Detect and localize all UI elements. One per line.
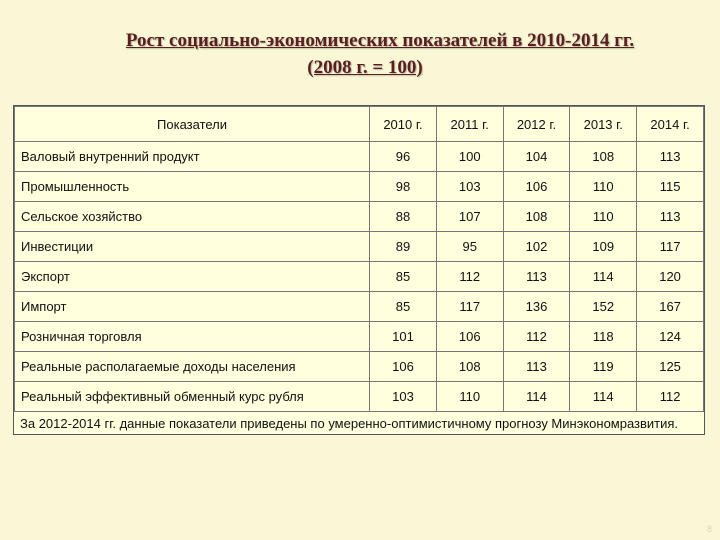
table-row [15,292,704,322]
cell-value: 119 [570,352,637,382]
cell-value: 113 [503,352,570,382]
cell-value: 136 [503,292,570,322]
cell-value: 98 [370,172,437,202]
cell-value: 112 [436,262,503,292]
table-row [15,322,704,352]
cell-value: 114 [503,382,570,412]
cell-value: 113 [503,262,570,292]
title-line-1: Рост социально-экономических показателей в 2010-2014 гг. [125,30,635,51]
header-indicators: Показатели [15,107,370,142]
cell-value: 108 [436,352,503,382]
cell-value: 101 [370,322,437,352]
row-label: Реальный эффективный обменный курс рубля [15,382,370,412]
table-row [15,232,704,262]
row-label: Промышленность [15,172,370,202]
cell-value: 108 [503,202,570,232]
table-row [15,262,704,292]
title-line-2: (2008 г. = 100) [307,56,423,78]
page-title [0,28,720,81]
header-2010: 2010 г. [370,107,437,142]
cell-value: 106 [503,172,570,202]
cell-value: 110 [570,172,637,202]
cell-value: 114 [570,382,637,412]
cell-value: 167 [637,292,704,322]
row-label: Валовый внутренний продукт [15,142,370,172]
cell-value: 120 [637,262,704,292]
table-row [15,172,704,202]
cell-value: 104 [503,142,570,172]
cell-value: 85 [370,292,437,322]
page-number: 8 [706,524,712,534]
table-row [15,382,704,412]
cell-value: 110 [436,382,503,412]
cell-value: 107 [436,202,503,232]
indicators-table [14,106,704,412]
cell-value: 88 [370,202,437,232]
cell-value: 115 [637,172,704,202]
table-header-row [15,107,704,142]
cell-value: 112 [503,322,570,352]
cell-value: 102 [503,232,570,262]
row-label: Импорт [15,292,370,322]
row-label: Реальные располагаемые доходы населения [15,352,370,382]
cell-value: 109 [570,232,637,262]
cell-value: 103 [436,172,503,202]
cell-value: 124 [637,322,704,352]
cell-value: 100 [436,142,503,172]
cell-value: 110 [570,202,637,232]
row-label: Розничная торговля [15,322,370,352]
cell-value: 117 [436,292,503,322]
indicators-panel [13,105,705,435]
cell-value: 117 [637,232,704,262]
cell-value: 118 [570,322,637,352]
table-row [15,142,704,172]
header-2011: 2011 г. [436,107,503,142]
cell-value: 114 [570,262,637,292]
cell-value: 85 [370,262,437,292]
table-row [15,352,704,382]
cell-value: 103 [370,382,437,412]
cell-value: 89 [370,232,437,262]
cell-value: 125 [637,352,704,382]
table-row [15,202,704,232]
cell-value: 106 [436,322,503,352]
row-label: Экспорт [15,262,370,292]
cell-value: 112 [637,382,704,412]
forecast-note: За 2012-2014 гг. данные показатели приведены по умеренно-оптимистичному прогнозу Минэкономразвития. [20,416,679,431]
cell-value: 108 [570,142,637,172]
row-label: Инвестиции [15,232,370,262]
header-2012: 2012 г. [503,107,570,142]
header-2014: 2014 г. [637,107,704,142]
cell-value: 113 [637,202,704,232]
cell-value: 152 [570,292,637,322]
cell-value: 96 [370,142,437,172]
cell-value: 95 [436,232,503,262]
cell-value: 113 [637,142,704,172]
header-2013: 2013 г. [570,107,637,142]
row-label: Сельское хозяйство [15,202,370,232]
cell-value: 106 [370,352,437,382]
